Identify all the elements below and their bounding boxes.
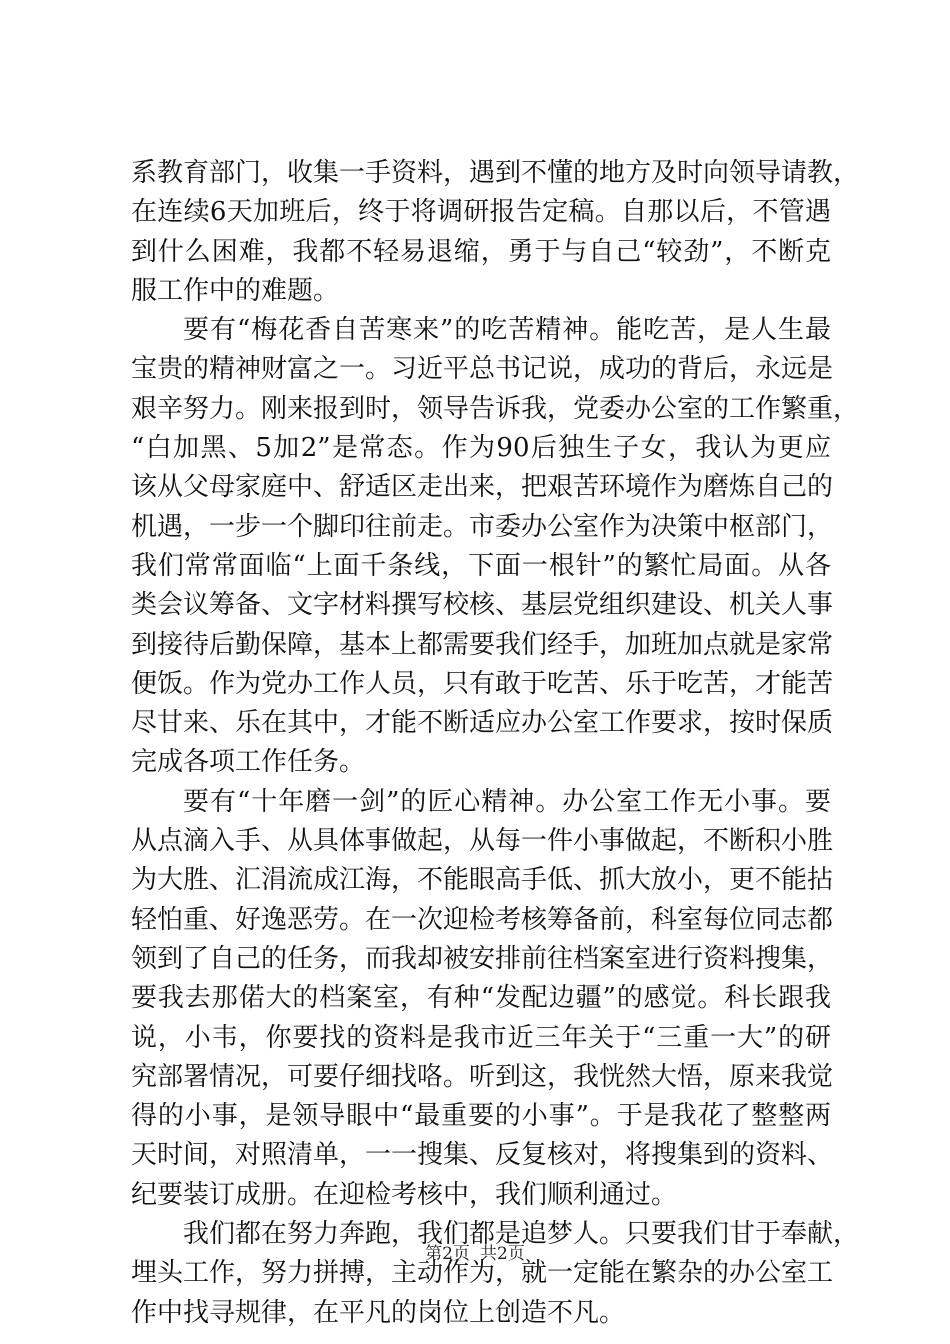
- paragraph-continuation: [131, 154, 860, 311]
- paragraph-conclusion: [131, 1215, 860, 1333]
- text-line: 要有“十年磨一剑”的匠心精神。办公室工作无小事。要: [183, 786, 831, 817]
- text-line: 要我去那偌大的档案室，有种“发配边疆”的感觉。科长跟我: [131, 983, 831, 1014]
- text-line: 得的小事，是领导眼中“最重要的小事”。于是我花了整整两: [131, 1101, 831, 1132]
- text-line: 艰辛努力。刚来报到时，领导告诉我，党委办公室的工作繁重，: [131, 393, 860, 424]
- text-line: 到接待后勤保障，基本上都需要我们经手，加班加点就是家常: [131, 629, 834, 660]
- text-line: 服工作中的难题。: [131, 275, 340, 306]
- text-line: 完成各项工作任务。: [131, 747, 366, 778]
- text-line: 轻怕重、好逸恶劳。在一次迎检考核筹备前，科室每位同志都: [131, 904, 834, 935]
- text-line: 尽甘来、乐在其中，才能不断适应办公室工作要求，按时保质: [131, 708, 834, 739]
- paragraph-craftsman-spirit: [131, 783, 834, 1215]
- text-line: “白加黑、5加2”是常态。作为90后独生子女，我认为更应: [131, 433, 831, 464]
- text-line: 我们都在努力奔跑，我们都是追梦人。只要我们甘于奉献，: [183, 1219, 860, 1250]
- text-line: 为大胜、汇涓流成江海，不能眼高手低、抓大放小，更不能拈: [131, 865, 834, 896]
- text-line: 从点滴入手、从具体事做起，从每一件小事做起，不断积小胜: [131, 826, 834, 857]
- paragraph-hardship-spirit: [131, 311, 860, 783]
- text-line: 说，小韦，你要找的资料是我市近三年关于“三重一大”的研: [131, 1022, 831, 1053]
- text-line: 宝贵的精神财富之一。习近平总书记说，成功的背后，永远是: [131, 354, 834, 385]
- text-line: 类会议筹备、文字材料撰写校核、基层党组织建设、机关人事: [131, 590, 834, 621]
- page-number-total: 共2页: [480, 1244, 525, 1264]
- text-line: 机遇，一步一个脚印往前走。市委办公室作为决策中枢部门，: [131, 511, 834, 542]
- text-line: 纪要装订成册。在迎检考核中，我们顺利通过。: [131, 1179, 678, 1210]
- text-line: 要有“梅花香自苦寒来”的吃苦精神。能吃苦，是人生最: [183, 315, 831, 346]
- text-line: 我们常常面临“上面千条线，下面一根针”的繁忙局面。从各: [131, 550, 831, 581]
- text-line: 在连续6天加班后，终于将调研报告定稿。自那以后，不管遇: [131, 197, 831, 228]
- text-line: 埋头工作，努力拼搏，主动作为，就一定能在繁杂的办公室工: [131, 1258, 834, 1289]
- text-line: 天时间，对照清单，一一搜集、反复核对，将搜集到的资料、: [131, 1140, 834, 1171]
- text-line: 领到了自己的任务，而我却被安排前往档案室进行资料搜集，: [131, 943, 834, 974]
- text-line: 到什么困难，我都不轻易退缩，勇于与自己“较劲”，不断克: [131, 236, 831, 267]
- document-body: [131, 154, 860, 1333]
- text-line: 究部署情况，可要仔细找咯。听到这，我恍然大悟，原来我觉: [131, 1061, 834, 1092]
- page-footer: [0, 1243, 950, 1265]
- text-line: 便饭。作为党办工作人员，只有敢于吃苦、乐于吃苦，才能苦: [131, 668, 834, 699]
- page-number-current: 第2页: [425, 1244, 470, 1264]
- text-line: 系教育部门，收集一手资料，遇到不懂的地方及时向领导请教，: [131, 158, 860, 188]
- text-line: 作中找寻规律，在平凡的岗位上创造不凡。: [131, 1297, 626, 1328]
- text-line: 该从父母家庭中、舒适区走出来，把艰苦环境作为磨炼自己的: [131, 472, 834, 503]
